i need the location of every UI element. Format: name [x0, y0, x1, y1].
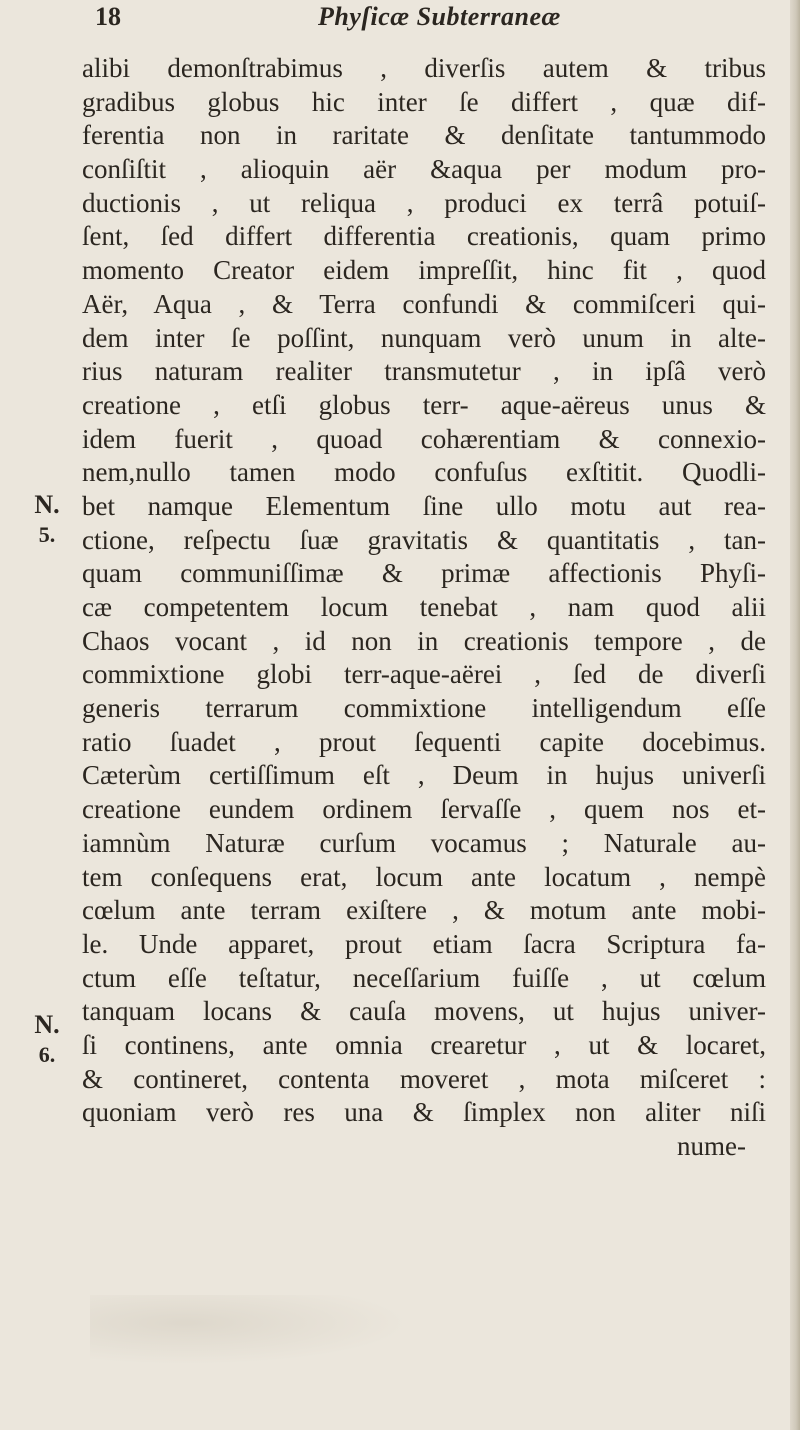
- body-text: [82, 52, 782, 1164]
- text-line: gradibus globus hic inter ſe differt , quæ dif-: [82, 86, 766, 117]
- text-line: Chaos vocant , id non in creationis tempore , de: [82, 625, 766, 656]
- margin-note-n6: [30, 1012, 64, 1068]
- text-line: generis terrarum commixtione intelligendum eſſe: [82, 693, 766, 724]
- running-head: Phyſicæ Subterraneæ: [318, 2, 561, 31]
- margin-note-number: 5.: [38, 522, 56, 547]
- text-line: idem fuerit , quoad cohærentiam & connexio-: [82, 423, 766, 454]
- text-line: & contineret, contenta moveret , mota miſceret :: [82, 1063, 766, 1094]
- text-line: rius naturam realiter transmutetur , in ipſâ verò: [82, 356, 766, 387]
- text-line: iamnùm Naturæ curſum vocamus ; Naturale au-: [82, 827, 766, 858]
- text-line: Cæterùm certiſſimum eſt , Deum in hujus univerſi: [82, 760, 766, 791]
- text-line: alibi demonſtrabimus , diverſis autem & tribus: [82, 53, 766, 83]
- text-line: ratio ſuadet , prout ſequenti capite docebimus.: [82, 726, 766, 757]
- text-line: creatione , etſi globus terr- aque-aëreus unus &: [82, 389, 766, 420]
- text-line: dem inter ſe poſſint, nunquam verò unum in alte-: [82, 322, 766, 353]
- text-line: ferentia non in raritate & denſitate tantummodo: [82, 120, 766, 151]
- text-line: commixtione globi terr-aque-aërei , ſed de diverſi: [82, 659, 766, 690]
- page-number: 18: [95, 2, 121, 31]
- text-line: ctum eſſe teſtatur, neceſſarium fuiſſe , ut cœlum: [82, 962, 766, 993]
- text-line: ſent, ſed differt differentia creationis, quam primo: [82, 221, 766, 252]
- text-line: quoniam verò res una & ſimplex non aliter niſi: [82, 1097, 766, 1128]
- margin-note-n5: [30, 492, 64, 548]
- text-line: momento Creator eidem impreſſit, hinc fit , quod: [82, 255, 766, 286]
- paper-stain: [90, 1295, 410, 1365]
- margin-note-label: N.: [34, 1010, 60, 1039]
- text-line: conſiſtit , alioquin aër &aqua per modum pro-: [82, 154, 766, 185]
- catchword: nume-: [677, 1131, 746, 1161]
- margin-note-number: 6.: [38, 1042, 56, 1067]
- text-line: tanquam locans & cauſa movens, ut hujus univer-: [82, 996, 766, 1027]
- text-line: nem,nullo tamen modo confuſus exſtitit. Quodli-: [82, 457, 766, 488]
- text-line: ductionis , ut reliqua , produci ex terrâ potuiſ-: [82, 187, 766, 218]
- text-line: ſi continens, ante omnia crearetur , ut & locaret,: [82, 1029, 766, 1060]
- page-edge: [790, 0, 800, 1430]
- text-line: creatione eundem ordinem ſervaſſe , quem nos et-: [82, 794, 766, 825]
- text-line: le. Unde apparet, prout etiam ſacra Scriptura fa-: [82, 928, 766, 959]
- margin-note-label: N.: [34, 490, 60, 519]
- page-header: [0, 2, 790, 42]
- text-line: tem conſequens erat, locum ante locatum , nempè: [82, 861, 766, 892]
- text-line: cæ competentem locum tenebat , nam quod alii: [82, 592, 766, 622]
- text-line: ctione, reſpectu ſuæ gravitatis & quantitatis , tan-: [82, 524, 766, 555]
- text-line: bet namque Elementum ſine ullo motu aut rea-: [82, 490, 766, 521]
- text-line: quam communiſſimæ & primæ affectionis Phyſi-: [82, 558, 766, 589]
- text-line: cœlum ante terram exiſtere , & motum ante mobi-: [82, 895, 766, 926]
- text-line: Aër, Aqua , & Terra confundi & commiſceri qui-: [82, 288, 766, 319]
